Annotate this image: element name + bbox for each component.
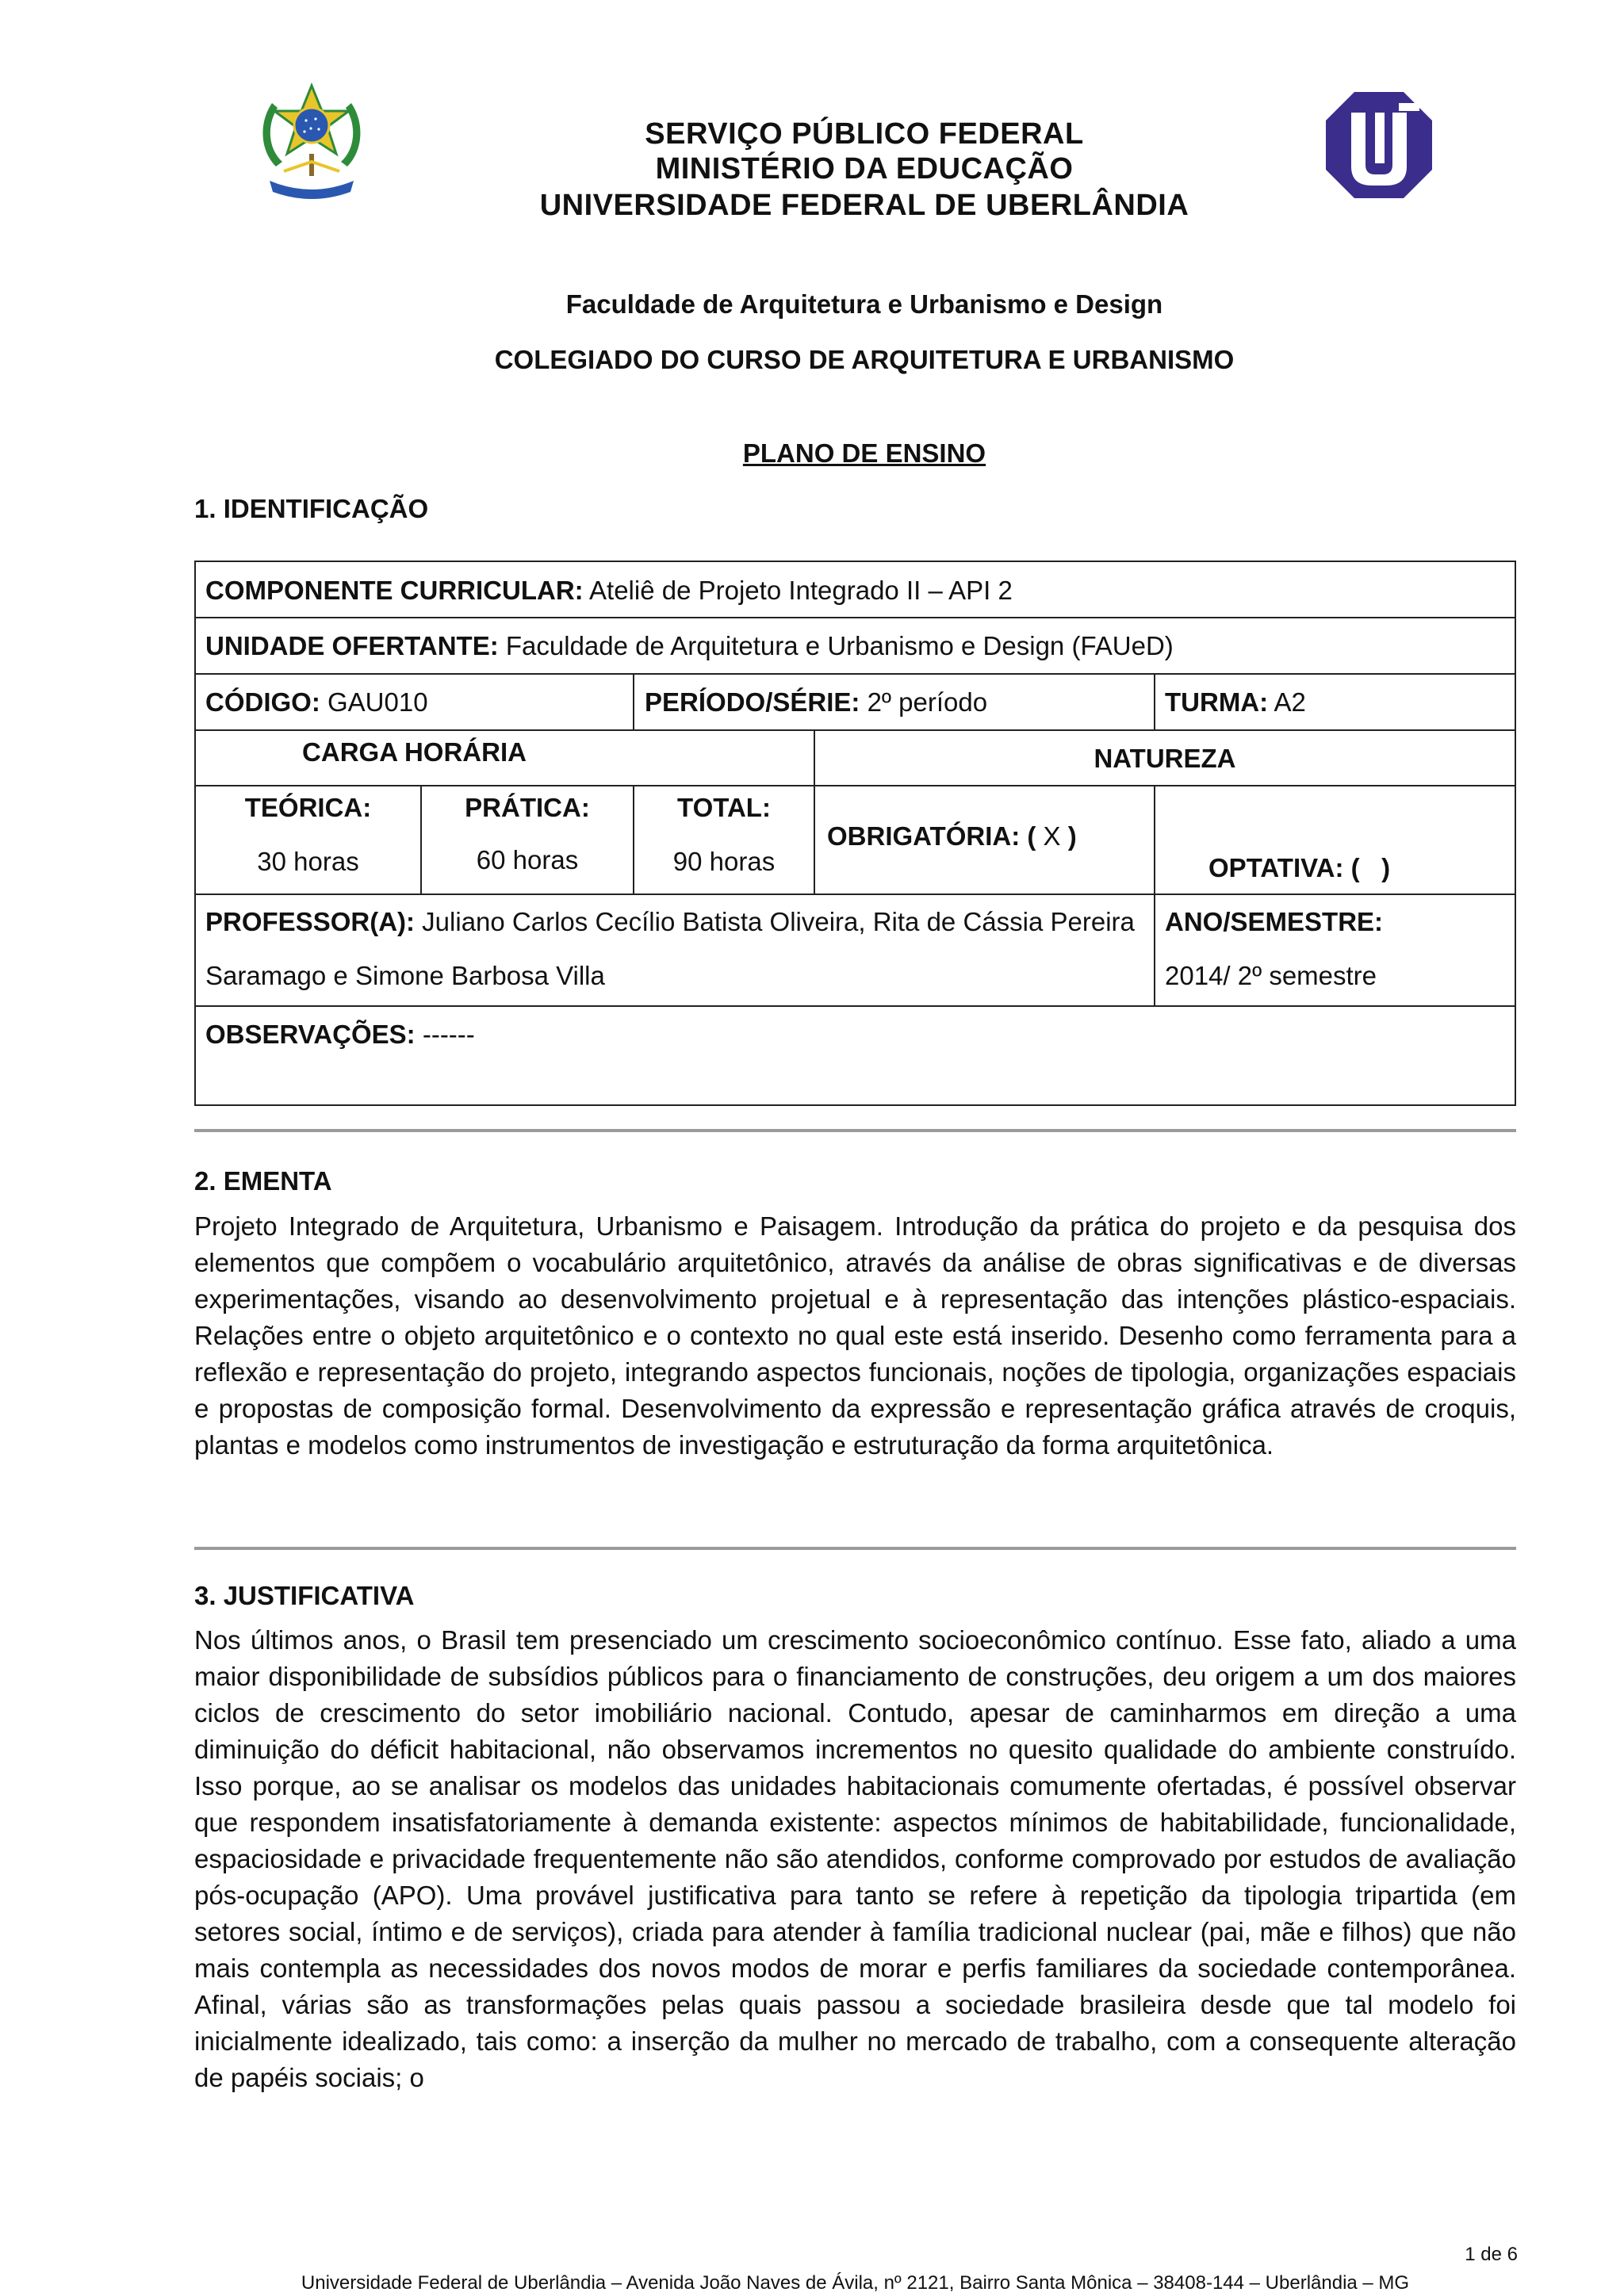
ano-semestre-label-cell bbox=[1165, 906, 1383, 938]
carga-horaria-label: CARGA HORÁRIA bbox=[302, 737, 527, 767]
periodo-value: 2º período bbox=[867, 687, 988, 717]
teorica-label-cell bbox=[196, 792, 420, 824]
section-identificacao-title: 1. IDENTIFICAÇÃO bbox=[194, 494, 429, 523]
ano-semestre-value: 2014/ 2º semestre bbox=[1165, 961, 1377, 990]
professor-label: PROFESSOR(A): bbox=[205, 907, 415, 936]
optativa-cell bbox=[1165, 821, 1390, 916]
turma-label: TURMA: bbox=[1165, 687, 1269, 717]
total-label: TOTAL: bbox=[677, 793, 771, 822]
colegiado-name: COLEGIADO DO CURSO DE ARQUITETURA E URBANISMO bbox=[494, 345, 1235, 374]
obrigatoria-label: OBRIGATÓRIA: ( bbox=[827, 821, 1036, 851]
header-line-2: MINISTÉRIO DA EDUCAÇÃO bbox=[655, 152, 1074, 186]
codigo-label: CÓDIGO: bbox=[205, 687, 320, 717]
codigo-value: GAU010 bbox=[327, 687, 428, 717]
optativa-label: OPTATIVA: ( ) bbox=[1208, 853, 1391, 882]
teorica-value: 30 horas bbox=[257, 847, 359, 876]
pratica-label: PRÁTICA: bbox=[465, 793, 590, 822]
page-number: 1 de 6 bbox=[1465, 2244, 1518, 2265]
pratica-label-cell bbox=[422, 792, 633, 824]
codigo-cell bbox=[205, 687, 428, 718]
section-divider bbox=[194, 1129, 1516, 1132]
ano-semestre-label: ANO/SEMESTRE: bbox=[1165, 907, 1384, 936]
natureza-label: NATUREZA bbox=[1094, 744, 1236, 773]
unidade-label: UNIDADE OFERTANTE: bbox=[205, 631, 499, 660]
document-title: PLANO DE ENSINO bbox=[742, 438, 986, 468]
teorica-label: TEÓRICA: bbox=[244, 793, 372, 822]
header-line-3: UNIVERSIDADE FEDERAL DE UBERLÂNDIA bbox=[539, 189, 1189, 222]
professor-line-2: Saramago e Simone Barbosa Villa bbox=[205, 961, 605, 990]
natureza-heading bbox=[815, 743, 1515, 775]
periodo-cell bbox=[645, 687, 987, 718]
obrigatoria-cell bbox=[827, 821, 1077, 852]
observacoes-cell bbox=[205, 1019, 475, 1050]
section-divider bbox=[194, 1547, 1516, 1550]
obrigatoria-mark: X bbox=[1043, 821, 1061, 851]
ufu-logo-icon bbox=[1323, 89, 1435, 201]
header-line-1: SERVIÇO PÚBLICO FEDERAL bbox=[645, 117, 1084, 151]
section-justificativa-title: 3. JUSTIFICATIVA bbox=[194, 1581, 415, 1610]
professor-cell bbox=[205, 906, 1135, 938]
turma-cell bbox=[1165, 687, 1306, 718]
componente-label: COMPONENTE CURRICULAR: bbox=[205, 576, 584, 605]
componente-cell bbox=[205, 575, 1013, 607]
turma-value: A2 bbox=[1274, 687, 1306, 717]
periodo-label: PERÍODO/SÉRIE: bbox=[645, 687, 860, 717]
total-value: 90 horas bbox=[672, 847, 776, 876]
professor-line-1: Juliano Carlos Cecílio Batista Oliveira, Rita de Cássia Pereira bbox=[422, 907, 1135, 936]
observacoes-label: OBSERVAÇÕES: bbox=[205, 1020, 416, 1049]
carga-horaria-heading bbox=[196, 737, 633, 768]
componente-value: Ateliê de Projeto Integrado II – API 2 bbox=[589, 576, 1013, 605]
pratica-value: 60 horas bbox=[476, 845, 579, 874]
brazil-coat-of-arms-icon bbox=[252, 79, 371, 206]
justificativa-paragraph: Nos últimos anos, o Brasil tem presenciado um crescimento socioeconômico contínuo. Esse fato, aliado a uma maior disponibilidade de subsídios públicos para o financiamento de construções, deu origem a um dos maiores ciclos de crescimento do setor imobiliário nacional. Contudo, apesar de caminharmos em direção a uma diminuição do déficit habitacional, não observamos incrementos no quesito qualidade do ambiente construído. Isso porque, ao se analisar os modelos das unidades habitacionais comumente ofertadas, é possível observar que respondem insatisfatoriamente à demanda existente: aspectos mínimos de habitabilidade, funcionalidade, espaciosidade e privacidade frequentemente não são atendidos, conforme comprovado por estudos de avaliação pós-ocupação (APO). Uma provável justificativa para tanto se refere à repetição da tipologia tripartida (em setores social, íntimo e de serviços), criada para atender à família tradicional nuclear (pai, mãe e filhos) que não mais contempla as necessidades dos novos modos de morar e perfis familiares da sociedade contemporânea. Afinal, várias são as transformações pelas quais passou a sociedade brasileira desde que tal modelo foi inicialmente idealizado, tais como: a inserção da mulher no mercado de trabalho, com a consequente alteração de papéis sociais; o bbox=[194, 1625, 1516, 2092]
obrigatoria-close: ) bbox=[1067, 821, 1077, 851]
faculty-name: Faculdade de Arquitetura e Urbanismo e Design bbox=[565, 289, 1163, 319]
identification-table bbox=[194, 561, 1516, 1106]
section-ementa-title: 2. EMENTA bbox=[194, 1166, 332, 1196]
unidade-value: Faculdade de Arquitetura e Urbanismo e Design (FAUeD) bbox=[505, 631, 1174, 660]
total-label-cell bbox=[634, 792, 814, 824]
ementa-paragraph: Projeto Integrado de Arquitetura, Urbanismo e Paisagem. Introdução da prática do projeto e da pesquisa dos elementos que compõem o vocabulário arquitetônico, através da análise de obras significativas e de diversas experimentações, visando ao desenvolvimento projetual e à representação das intenções plástico-espaciais. Relações entre o objeto arquitetônico e o contexto no qual este está inserido. Desenho como ferramenta para a reflexão e representação do projeto, integrando aspectos funcionais, noções de tipologia, organizações espaciais e propostas de composição formal. Desenvolvimento da expressão e representação gráfica através de croquis, plantas e modelos como instrumentos de investigação e estruturação da forma arquitetônica. bbox=[194, 1211, 1516, 1460]
footer-address: Universidade Federal de Uberlândia – Avenida João Naves de Ávila, nº 2121, Bairro Santa Mônica – 38408-144 – Uberlândia – MG bbox=[301, 2272, 1410, 2294]
unidade-cell bbox=[205, 630, 1174, 662]
observacoes-value: ------ bbox=[422, 1020, 475, 1049]
